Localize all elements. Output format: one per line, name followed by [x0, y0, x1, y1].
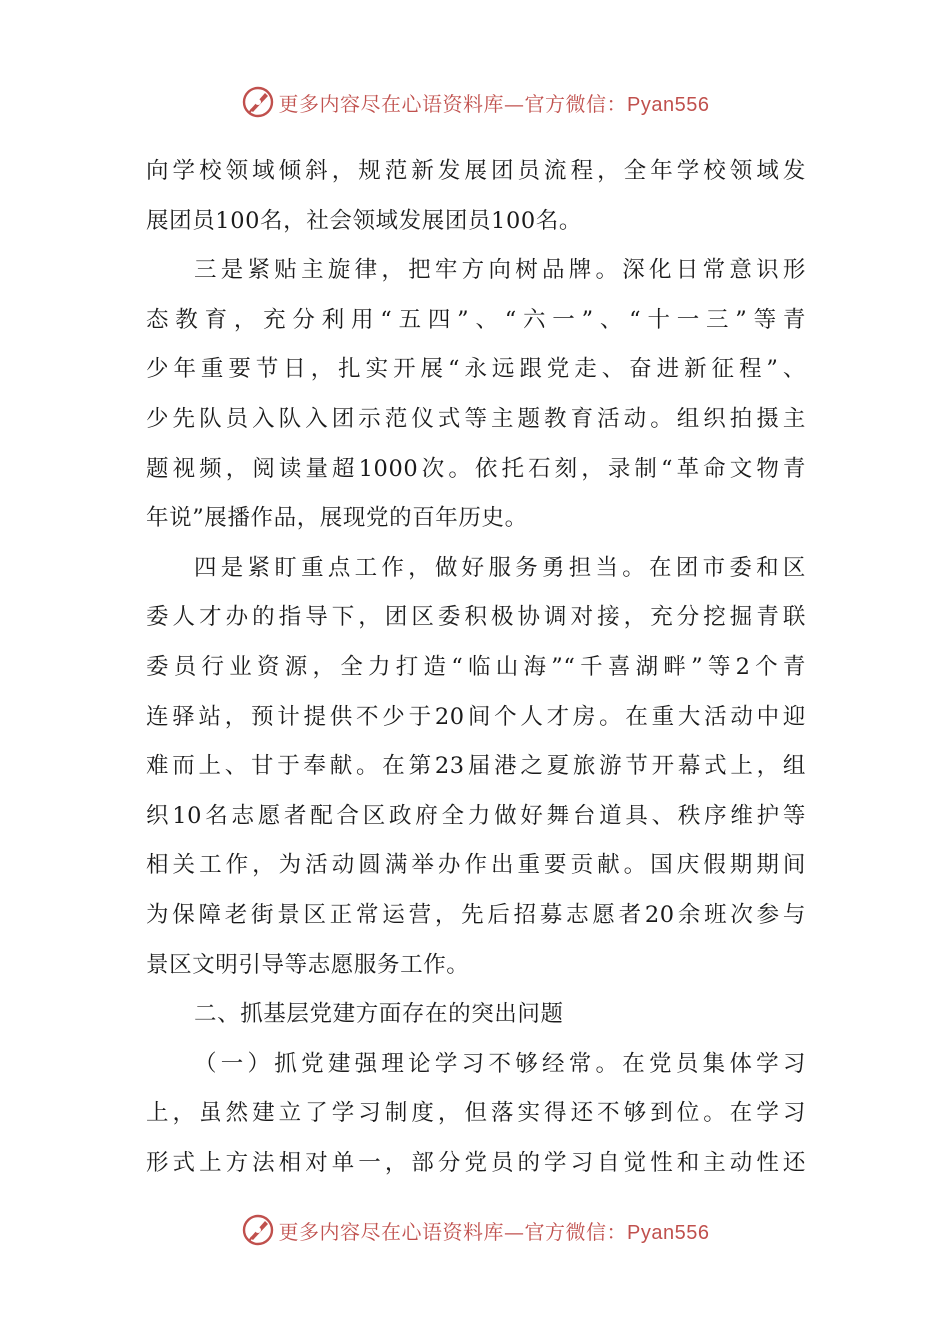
watermark-text — [279, 88, 710, 117]
watermark-brand: 更多内容尽在心语资料库—官方微信： — [278, 1219, 628, 1244]
document-body — [146, 147, 806, 1188]
text-line: 织10名志愿者配合区政府全力做好舞台道具、秩序维护等 — [146, 802, 806, 829]
text-line: 题视频，阅读量超1000次。依托石刻，录制“革命文物青 — [146, 455, 806, 482]
watermark-text — [279, 1216, 710, 1245]
text-line: 年说”展播作品，展现党的百年历史。 — [146, 505, 528, 532]
watermark-footer — [0, 1210, 950, 1250]
text-line: 委人才办的指导下，团区委积极协调对接，充分挖掘青联 — [146, 604, 806, 631]
text-line: 展团员100名，社会领域发展团员100名。 — [146, 207, 582, 234]
watermark-handle: Pyan556 — [627, 1221, 710, 1244]
text-line: 难而上、甘于奉献。在第23届港之夏旅游节开幕式上，组 — [146, 753, 806, 780]
text-line: 上，虽然建立了学习制度，但落实得还不够到位。在学习 — [146, 1100, 806, 1127]
text-line: （一）抓党建强理论学习不够经常。在党员集体学习 — [194, 1050, 806, 1077]
text-line: 委员行业资源，全力打造“临山海”“千喜湖畔”等2个青 — [146, 653, 806, 680]
text-line: 二、抓基层党建方面存在的突出问题 — [194, 1001, 564, 1028]
text-line: 三是紧贴主旋律，把牢方向树品牌。深化日常意识形 — [194, 257, 806, 284]
watermark-brand: 更多内容尽在心语资料库—官方微信： — [278, 91, 628, 116]
watermark-header — [0, 82, 950, 122]
text-line: 景区文明引导等志愿服务工作。 — [146, 951, 470, 978]
text-line: 四是紧盯重点工作，做好服务勇担当。在团市委和区 — [194, 554, 806, 581]
text-line: 少先队员入队入团示范仪式等主题教育活动。组织拍摄主 — [146, 405, 806, 432]
watermark-handle: Pyan556 — [627, 93, 710, 116]
text-line: 相关工作，为活动圆满举办作出重要贡献。国庆假期期间 — [146, 852, 806, 879]
quill-logo-icon — [241, 1213, 275, 1247]
text-line: 为保障老街景区正常运营，先后招募志愿者20余班次参与 — [146, 901, 806, 928]
text-line: 形式上方法相对单一，部分党员的学习自觉性和主动性还 — [146, 1149, 806, 1176]
text-line: 连驿站，预计提供不少于20间个人才房。在重大活动中迎 — [146, 703, 806, 730]
text-line: 少年重要节日，扎实开展“永远跟党走、奋进新征程”、 — [146, 356, 806, 383]
text-line: 向学校领域倾斜，规范新发展团员流程，全年学校领域发 — [146, 158, 806, 184]
quill-logo-icon — [241, 85, 275, 119]
text-line: 态教育，充分利用“五四”、“六一”、“十一三”等青 — [146, 306, 806, 333]
